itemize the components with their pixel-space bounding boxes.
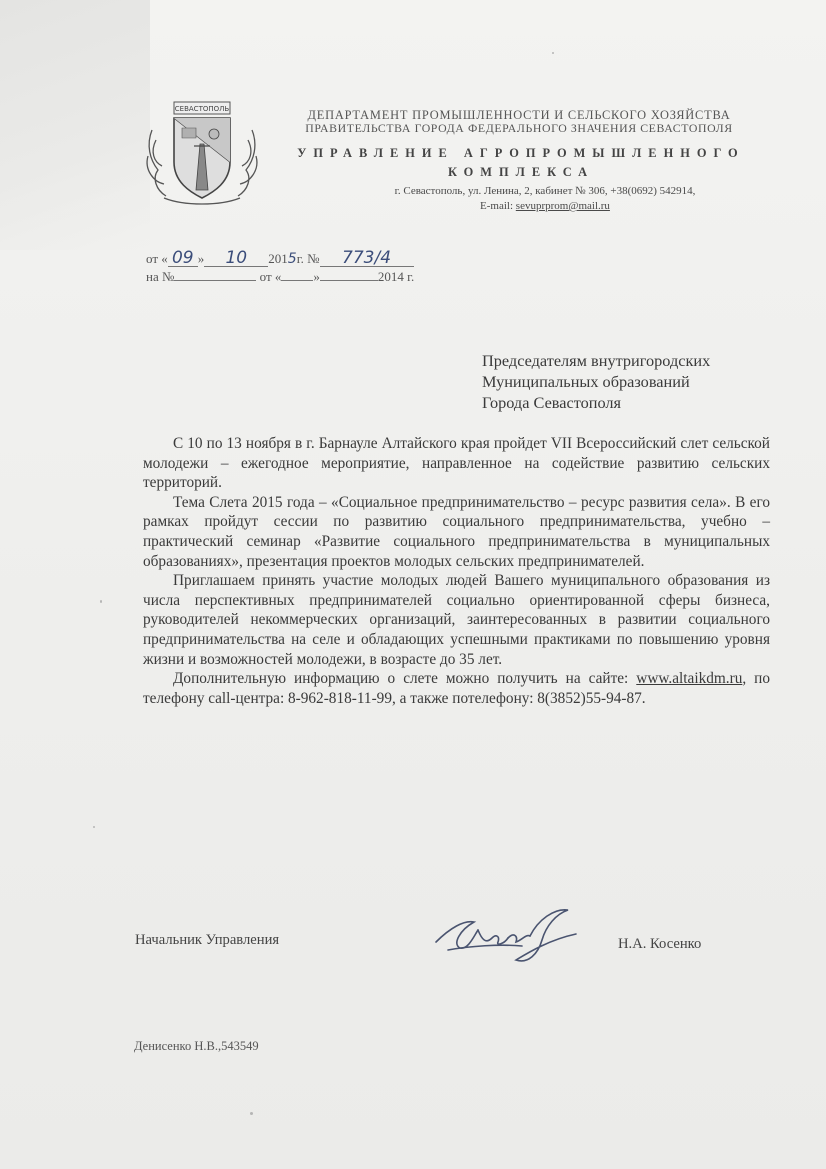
registration-line-outgoing — [146, 250, 414, 267]
executor-contact: Денисенко Н.В.,543549 — [134, 1039, 259, 1053]
reg-in-year: 2014 г. — [377, 269, 415, 284]
reg-from-label: от « — [146, 251, 168, 266]
reg-in-day-blank — [281, 268, 313, 281]
scan-speck — [250, 1112, 253, 1115]
reg-year-prefix: 201 — [268, 251, 288, 266]
signatory-name: Н.А. Косенко — [618, 936, 702, 952]
addressee-line2: Муниципальных образований — [482, 372, 690, 391]
scan-speck — [93, 826, 95, 828]
reg-day: 09 — [168, 250, 198, 267]
handwritten-signature — [430, 900, 580, 968]
addressee-line3: Города Севастополя — [482, 393, 622, 412]
header-address: г. Севастополь, ул. Ленина, 2, кабинет № 306, +38(0692) 542914, — [394, 185, 696, 197]
reg-sep: » — [197, 251, 205, 266]
website-link[interactable]: www.altaikdm.ru — [636, 670, 743, 688]
header-ministry-line2: ПРАВИТЕЛЬСТВА ГОРОДА ФЕДЕРАЛЬНОГО ЗНАЧЕНИЯ СЕВАСТОПОЛЯ — [305, 121, 733, 135]
scan-speck — [100, 600, 102, 603]
body-paragraph-2: Тема Слета 2015 года – «Социальное предпринимательство – ресурс развития села». В его рамках пройдут сессии по развитию социального предпринимательства, учебно – практический семинар «Развитие социального предпринимательства в муниципальных образованиях», презентация проектов молодых сельских предпринимателей. — [143, 493, 770, 570]
reg-month: 10 — [204, 250, 268, 267]
body-paragraph-3: Приглашаем принять участие молодых людей Вашего муниципального образования из числа перспективных предпринимателей социально ориентированной сферы бизнеса, руководителей некоммерческих организаций, заинтересованных в развитии социального предпринимательства на селе и обладающих успешными практиками по повышению уровня жизни и возможностей молодежи, в возрасте до 35 лет. — [143, 572, 770, 668]
addressee-block — [482, 350, 710, 413]
header-ministry-line1: ДЕПАРТАМЕНТ ПРОМЫШЛЕННОСТИ И СЕЛЬСКОГО ХОЗЯЙСТВА — [307, 108, 731, 122]
coat-banner-text: СЕВАСТОПОЛЬ — [174, 105, 230, 113]
scan-speck — [552, 52, 554, 54]
body-paragraph-1: С 10 по 13 ноября в г. Барнауле Алтайского края пройдет VII Всероссийский слет сельской молодежи – ежегодное мероприятие, направленное на содействие развитию сельских территорий. — [143, 435, 770, 492]
addressee-line1: Председателям внутригородских — [482, 351, 711, 370]
header-email — [190, 200, 826, 212]
reg-year-digit: 5 — [287, 251, 297, 267]
email-label: E-mail: — [480, 200, 516, 212]
reg-in-month-blank — [320, 268, 378, 281]
body-paragraph-4 — [143, 669, 770, 708]
reg-in-number-blank — [174, 268, 256, 281]
reg-in-from-label: от « — [259, 269, 282, 284]
reg-number: 773/4 — [320, 250, 414, 267]
letter-body — [143, 434, 770, 708]
header-department: УПРАВЛЕНИЕ АГРОПРОМЫШЛЕННОГО КОМПЛЕКСА — [297, 146, 745, 179]
signatory-position: Начальник Управления — [135, 932, 280, 948]
email-address: sevuprprom@mail.ru — [515, 200, 610, 212]
registration-line-incoming — [146, 268, 414, 285]
reg-number-label: г. № — [296, 251, 320, 266]
reg-in-label: на № — [146, 269, 175, 284]
body-p4-start: Дополнительную информацию о слете можно получить на сайте: — [173, 670, 637, 688]
body-p4-end: , по телефону call-центра: 8-962-818-11-99, а также потелефону: 8(3852)55-94-87. — [143, 670, 770, 707]
reg-in-sep: » — [313, 269, 320, 284]
